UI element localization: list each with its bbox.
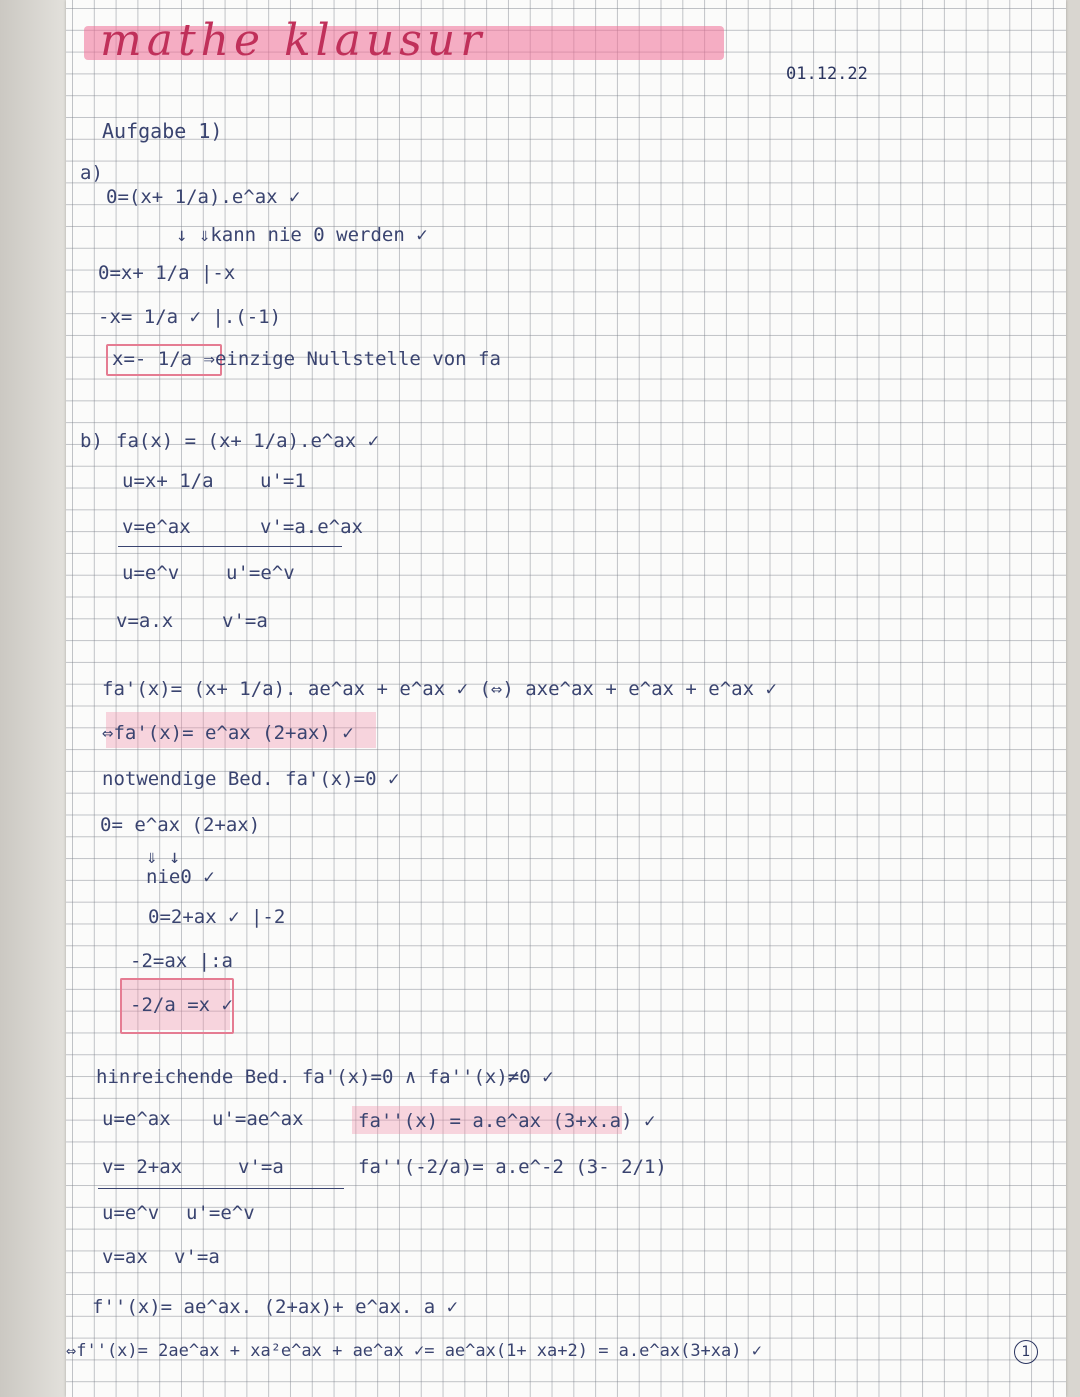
derivative-result: ⇔fa'(x)= e^ax (2+ax) ✓	[102, 722, 354, 744]
subst4-u: u=e^v	[102, 1202, 160, 1224]
second-derivative-check-2: fa''(-2/a)= a.e^-2 (3- 2/1)	[358, 1156, 667, 1178]
date: 01.12.22	[786, 64, 868, 84]
subst-v2: v=a.x	[116, 610, 174, 632]
binder-edge	[0, 0, 66, 1397]
subst3-u: u=e^ax	[102, 1108, 171, 1130]
divider-line	[118, 546, 342, 547]
part-a-line-5: x=- 1/a ⇒einzige Nullstelle von fa	[112, 348, 501, 370]
subst3-u-prime: u'=ae^ax	[212, 1108, 304, 1130]
subst-u-prime: u'=1	[260, 470, 306, 492]
subst-v: v=e^ax	[122, 516, 191, 538]
page-title: mathe klausur	[100, 15, 487, 66]
solve-line-6: -2/a =x ✓	[130, 994, 233, 1016]
subst-v2-prime: v'=a	[222, 610, 268, 632]
subst3-v-prime: v'=a	[238, 1156, 284, 1178]
part-a-line-3: 0=x+ 1/a |-x	[98, 262, 236, 284]
subst-v-prime: v'=a.e^ax	[260, 516, 363, 538]
subst-u2: u=e^v	[122, 562, 180, 584]
part-a-line-4: -x= 1/a ✓ |.(-1)	[98, 306, 282, 328]
subst4-v: v=ax	[102, 1246, 148, 1268]
subst3-v: v= 2+ax	[102, 1156, 183, 1178]
necessary-condition: notwendige Bed. fa'(x)=0 ✓	[102, 768, 400, 790]
subst-u2-prime: u'=e^v	[226, 562, 295, 584]
part-a-line-1: 0=(x+ 1/a).e^ax ✓	[106, 186, 301, 208]
divider-line-2	[98, 1188, 344, 1189]
function-definition: fa(x) = (x+ 1/a).e^ax ✓	[116, 430, 380, 452]
solve-line-4: 0=2+ax ✓ |-2	[148, 906, 286, 928]
part-a-line-2: ↓ ⇓kann nie 0 werden ✓	[176, 224, 428, 246]
subst4-v-prime: v'=a	[174, 1246, 220, 1268]
solve-line-1: 0= e^ax (2+ax)	[100, 814, 261, 836]
subst4-u-prime: u'=e^v	[186, 1202, 255, 1224]
solve-line-5: -2=ax |:a	[130, 950, 233, 972]
derivative-line: fa'(x)= (x+ 1/a). ae^ax + e^ax ✓ (⇔) axe^ax + e^ax + e^ax ✓	[102, 678, 777, 700]
solve-line-3: nie0 ✓	[146, 866, 215, 888]
second-derivative-check-1: fa''(x) = a.e^ax (3+x.a) ✓	[358, 1110, 656, 1132]
task-label: Aufgabe 1)	[102, 119, 223, 143]
solve-line-2: ⇓ ↓	[146, 846, 181, 868]
sufficient-condition: hinreichende Bed. fa'(x)=0 ∧ fa''(x)≠0 ✓	[96, 1066, 554, 1088]
part-a-label: a)	[80, 162, 103, 184]
page-number: 1	[1014, 1340, 1038, 1364]
subst-u: u=x+ 1/a	[122, 470, 214, 492]
part-b-label: b)	[80, 430, 103, 452]
notebook-page	[66, 0, 1066, 1397]
second-derivative: f''(x)= ae^ax. (2+ax)+ e^ax. a ✓	[92, 1296, 459, 1318]
second-derivative-result: ⇔f''(x)= 2ae^ax + xa²e^ax + ae^ax ✓= ae^ax(1+ xa+2) = a.e^ax(3+xa) ✓	[66, 1341, 762, 1361]
